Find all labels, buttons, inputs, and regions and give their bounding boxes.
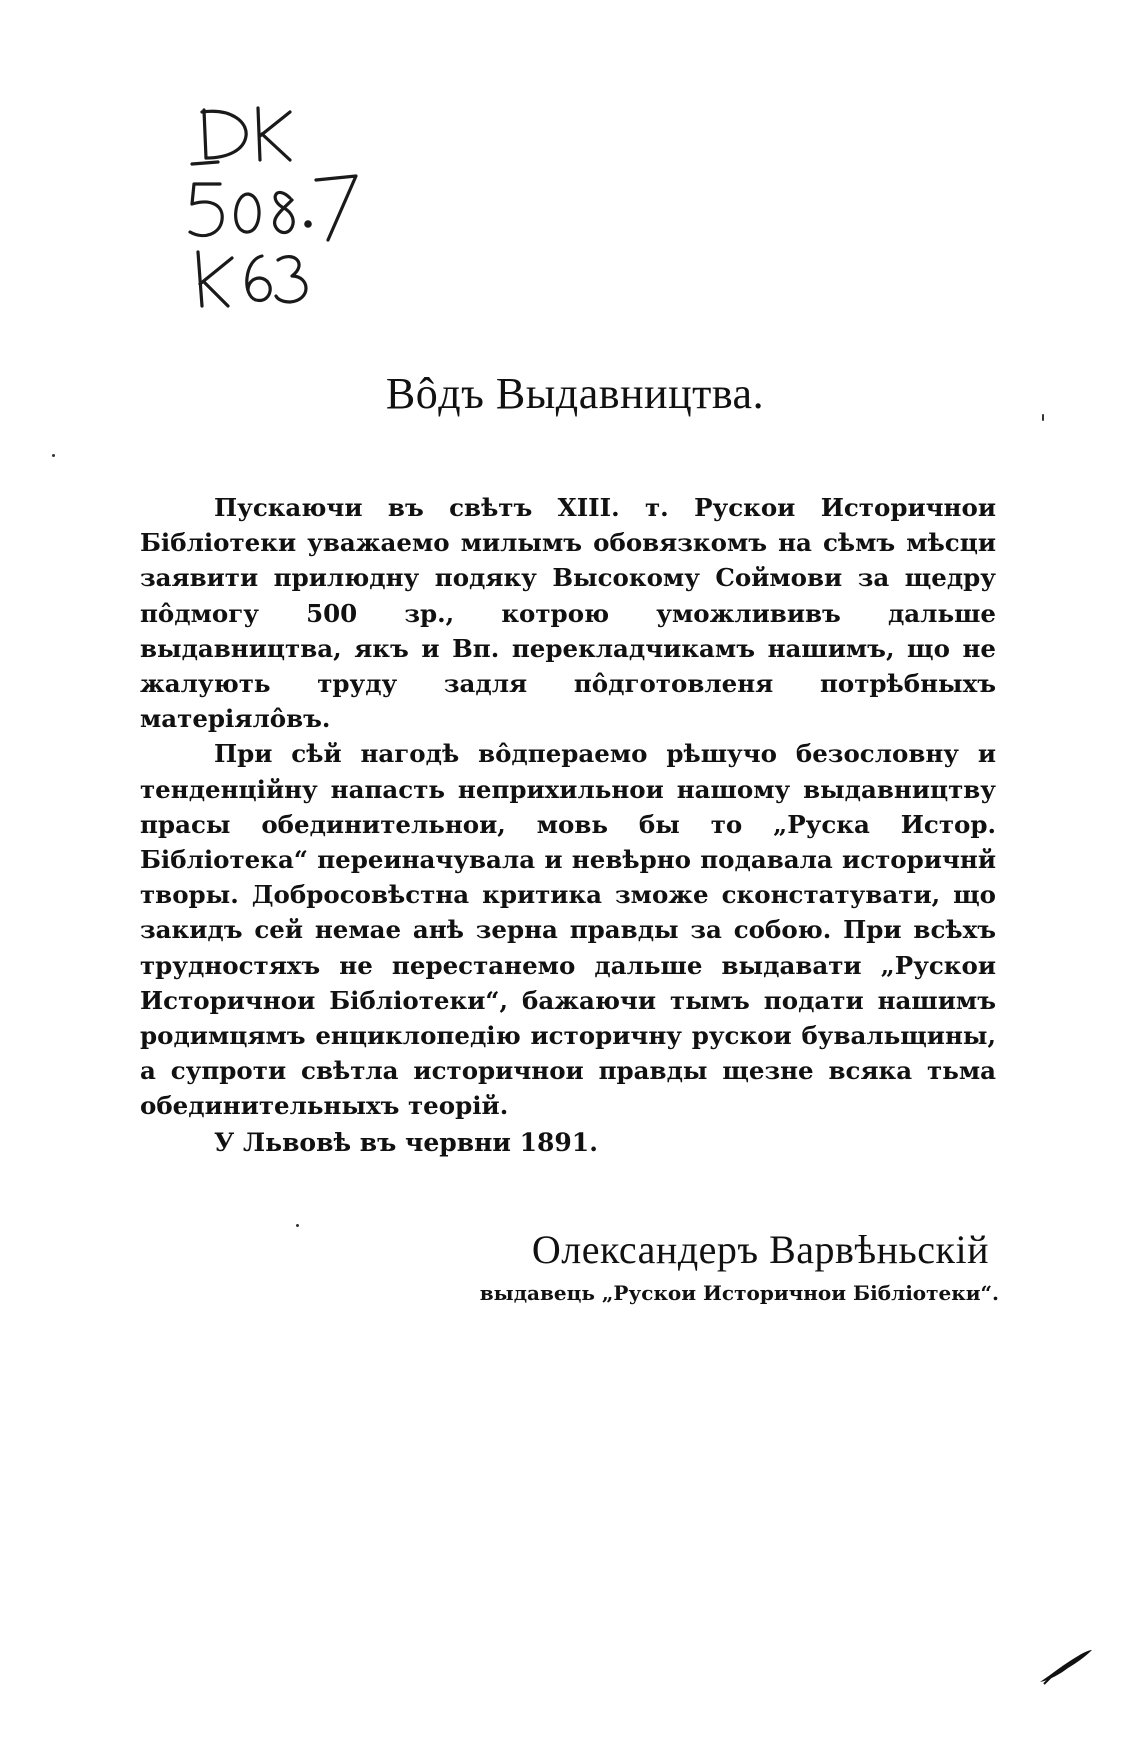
ink-smudge-icon [1038,1646,1094,1686]
scan-speck [1042,414,1044,421]
foreword-paragraph-2: При сѣй нагодѣ вôдпераемо рѣшучо безословну и тенденційну напасть неприхильнои нашому выдавництву прасы обединительнои, мовь бы то „Руска Истор. Бібліотека“ переиначувала и невѣрно подавала историчнй творы. Добросовѣстна критика зможе сконстатувати, що закидъ сей немае анѣ зерна правды за собою. При всѣхъ трудностяхъ не перестанемо дальше выдавати „Рускои Историчнои Бібліотеки“, бажаючи тымъ подати нашимъ родимцямъ енциклопедію историчну рускои бувальщины, а супроти свѣтла историчнои правды щезне всяка тьма обединительныхъ теорій. [140,739,996,1121]
publisher-foreword [140,490,996,1124]
signer-name: Олександеръ Варвѣньскій [531,1227,989,1272]
ink-smudge-drawing [1038,1646,1094,1686]
call-number-drawing [186,100,386,330]
foreword-paragraph-1: Пускаючи въ свѣтъ XIII. т. Рускои Историчнои Бібліотеки уважаемо милымъ обовязкомъ на сѣмъ мѣсци заявити прилюдну подяку Высокому Соймови за щедру пôдмогу 500 зр., котрою уможлививъ дальше выдавництва, якъ и Вп. перекладчикамъ нашимъ, що не жалують труду задля пôдготовленя потрѣбныхъ матеріялôвъ. [140,493,996,734]
scan-speck [296,1224,299,1227]
signer-role: выдавець „Рускои Историчнои Бібліотеки“. [479,1281,999,1305]
signature-block [480,1226,999,1305]
place-and-date: У Львовѣ въ червни 1891. [214,1128,598,1157]
page-title: Вôдъ Выдавництва. [385,369,765,418]
scan-speck [52,454,55,457]
handwritten-call-number [186,100,386,330]
